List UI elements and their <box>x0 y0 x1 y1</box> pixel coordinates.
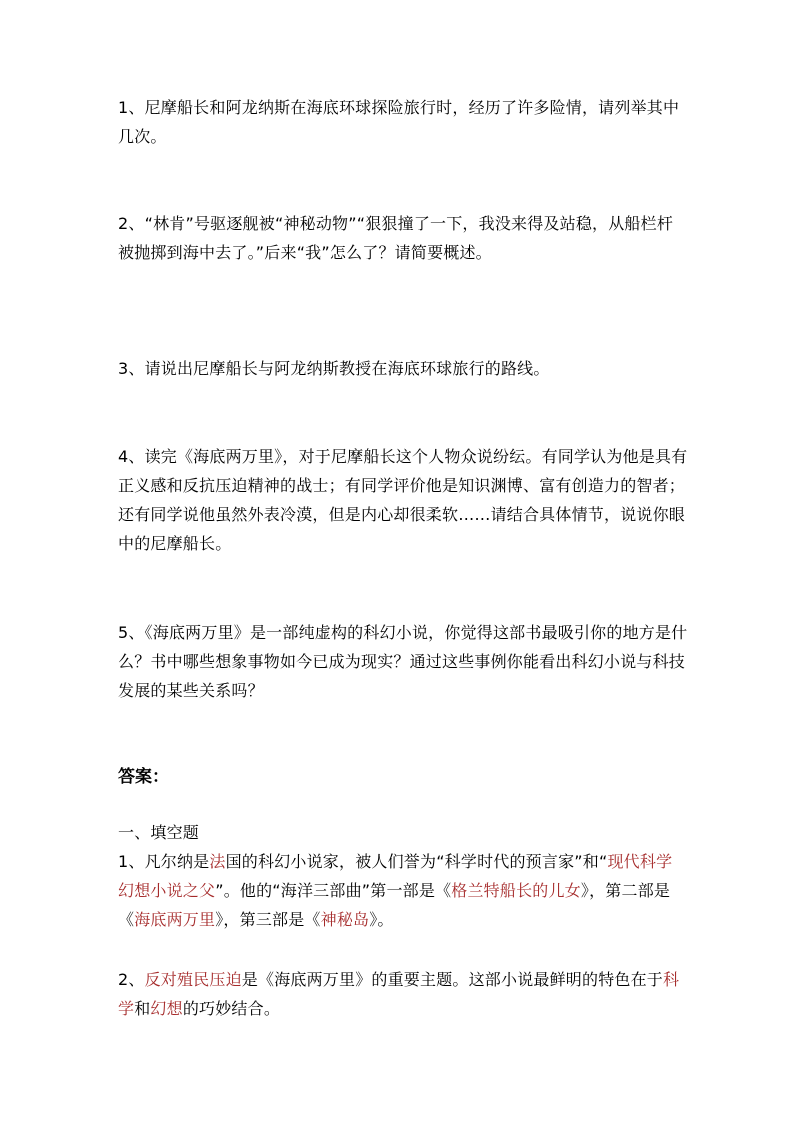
answer-1-highlight: 海底两万里 <box>134 910 216 929</box>
question-1: 1、尼摩船长和阿龙纳斯在海底环球探险旅行时，经历了许多险情，请列举其中几次。 <box>118 98 680 146</box>
question-4: 4、读完《海底两万里》，对于尼摩船长这个人物众说纷纭。有同学认为他是具有正义感和反抗压迫精神的战士；有同学评价他是知识渊博、富有创造力的智者；还有同学说他虽然外表冷漠，但是内心却很柔软……请结合具体情节，说说你眼中的尼摩船长。 <box>118 447 688 553</box>
answer-1-text: 》，第二部是《 <box>118 881 671 929</box>
answer-1-text: 国的科幻小说家，被人们誉为“科学时代的预言家”和“ <box>225 852 608 871</box>
question-5: 5、《海底两万里》是一部纯虚构的科幻小说，你觉得这部书最吸引你的地方是什么？书中哪些想象事物如今已成为现实？通过这些事例你能看出科幻小说与科技发展的某些关系吗？ <box>118 623 688 700</box>
answer-1-highlight: 神秘岛 <box>320 910 370 929</box>
answer-1-text: 》，第三部是《 <box>215 910 321 929</box>
answer-2-text: 和 <box>134 999 151 1018</box>
answer-2-highlight: 幻想 <box>150 999 183 1018</box>
answers-heading: 答案： <box>118 767 169 787</box>
answer-1-text: ”。他的“海洋三部曲”第一部是《 <box>215 881 452 900</box>
answer-2-highlight: 反对殖民压迫 <box>144 970 242 989</box>
answer-2-text: 2、 <box>118 970 145 989</box>
section-title-fill-in: 一、填空题 <box>118 823 200 842</box>
answer-1-text: 》。 <box>369 910 394 929</box>
answer-2-text: 的巧妙结合。 <box>182 999 281 1018</box>
question-3: 3、请说出尼摩船长与阿龙纳斯教授在海底环球旅行的路线。 <box>118 359 550 378</box>
question-2: 2、“林肯”号驱逐舰被“神秘动物”“狠狠撞了一下，我没来得及站稳，从船栏杆被抛掷到海中去了。”后来“我”怎么了？请简要概述。 <box>118 214 674 262</box>
answer-2-highlight: 科学 <box>118 970 680 1018</box>
answer-2-text: 是《海底两万里》的重要主题。这部小说最鲜明的特色在于 <box>241 970 663 989</box>
answer-1-highlight: 现代科学幻想小说之父 <box>118 852 673 900</box>
answer-1-highlight: 格兰特船长的儿女 <box>451 881 581 900</box>
answer-1-text: 1、凡尔纳是 <box>118 852 210 871</box>
answer-1-highlight: 法 <box>209 852 226 871</box>
answer-1 <box>118 847 688 934</box>
answer-2 <box>118 965 688 1023</box>
